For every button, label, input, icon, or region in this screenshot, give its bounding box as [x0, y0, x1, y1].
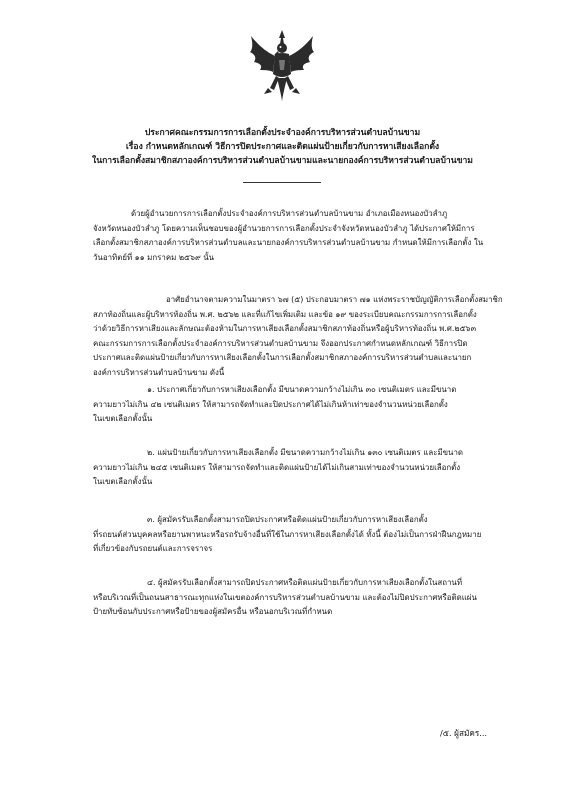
- authority-paragraph: [93, 293, 529, 381]
- text-line: หรือบริเวณที่เป็นถนนสาธารณะทุกแห่งในเขตองค์การบริหารส่วนตำบลบ้านขาม และต้องไม่ปิดประกาศหรือติดแผ่น: [93, 592, 477, 602]
- title-divider: [243, 182, 321, 183]
- rule-item-3: [93, 513, 529, 557]
- text-line: จังหวัดหนองบัวลำภู โดยความเห็นชอบของผู้อำนวยการการเลือกตั้งประจำจังหวัดหนองบัวลำภู ได้ประกาศให้มีการ: [93, 223, 475, 233]
- text-line: ที่รถยนต์ส่วนบุคคลหรือยานพาหนะหรือรถรับจ้างอื่นที่ใช้ในการหาเสียงเลือกตั้งได้ ทั้งนี้ ต้องไม่เป็นการฝ่าฝืนกฎหมาย: [93, 529, 482, 539]
- text-line: ด้วยผู้อำนวยการการเลือกตั้งประจำองค์การบริหารส่วนตำบลบ้านขาม อำเภอเมืองหนองบัวลำภู: [131, 209, 448, 218]
- rule-item-1: [93, 383, 529, 427]
- text-line: ประกาศและติดแผ่นป้ายเกี่ยวกับการหาเสียงเลือกตั้งในการเลือกตั้งสมาชิกสภาองค์การบริหารส่วนตำบลและนายก: [93, 353, 472, 363]
- announcement-title: ประกาศคณะกรรมการการเลือกตั้งประจำองค์การบริหารส่วนตำบลบ้านขาม: [144, 128, 421, 138]
- announcement-scope: ในการเลือกตั้งสมาชิกสภาองค์การบริหารส่วนตำบลบ้านขามและนายกองค์การบริหารส่วนตำบลบ้านขาม: [92, 156, 473, 166]
- text-line: ว่าด้วยวิธีการหาเสียงและลักษณะต้องห้ามในการหาเสียงเลือกตั้งสมาชิกสภาท้องถิ่นหรือผู้บริหารท้องถิ่น พ.ศ.๒๕๖๓: [93, 324, 476, 334]
- text-line: ๔. ผู้สมัครรับเลือกตั้งสามารถปิดประกาศหรือติดแผ่นป้ายเกี่ยวกับการหาเสียงเลือกตั้งในสถานที่: [147, 578, 463, 587]
- rule-item-2: [93, 446, 529, 490]
- text-line: ๓. ผู้สมัครรับเลือกตั้งสามารถปิดประกาศหรือติดแผ่นป้ายเกี่ยวกับการหาเสียงเลือกตั้ง: [147, 515, 428, 524]
- text-line: ที่เกี่ยวข้องกับรถยนต์และการจราจร: [93, 544, 213, 554]
- text-line: ป้ายทับซ้อนกับประกาศหรือป้ายของผู้สมัครอื่น หรือนอกบริเวณที่กำหนด: [93, 607, 333, 617]
- text-line: ในเขตเลือกตั้งนั้น: [93, 414, 153, 424]
- text-line: เลือกตั้งสมาชิกสภาองค์การบริหารส่วนตำบลและนายกองค์การบริหารส่วนตำบลบ้านขาม กำหนดให้มีการเลือกตั้ง ใน: [93, 238, 484, 248]
- text-line: ความยาวไม่เกิน ๒๔๕ เซนติเมตร ให้สามารถจัดทำและติดแผ่นป้ายได้ไม่เกินสามเท่าของจำนวนหน่วยเลือกตั้ง: [93, 462, 461, 472]
- intro-paragraph: [93, 207, 529, 265]
- text-line: คณะกรรมการการเลือกตั้งประจำองค์การบริหารส่วนตำบลบ้านขาม จึงออกประกาศกำหนดหลักเกณฑ์ วิธีการปิด: [93, 338, 468, 348]
- text-line: ๒. แผ่นป้ายเกี่ยวกับการหาเสียงเลือกตั้ง มีขนาดความกว้างไม่เกิน ๑๓๐ เซนติเมตร และมีขนาด: [147, 448, 463, 457]
- announcement-subject: เรื่อง กำหนดหลักเกณฑ์ วิธีการปิดประกาศและติดแผ่นป้ายเกี่ยวกับการหาเสียงเลือกตั้ง: [125, 142, 440, 152]
- text-line: ๑. ประกาศเกี่ยวกับการหาเสียงเลือกตั้ง มีขนาดความกว้างไม่เกิน ๓๐ เซนติเมตร และมีขนาด: [147, 385, 457, 394]
- text-line: วันอาทิตย์ที่ ๑๑ มกราคม ๒๕๖๙ นั้น: [93, 252, 215, 262]
- rule-item-4: [93, 576, 529, 620]
- text-line: องค์การบริหารส่วนตำบลบ้านขาม ดังนี้: [93, 367, 225, 377]
- text-line: สภาท้องถิ่นและผู้บริหารท้องถิ่น พ.ศ. ๒๕๖๒ และที่แก้ไขเพิ่มเติม และข้อ ๑๙ ของระเบียบคณะกรรมการการเลือกตั้ง: [93, 309, 477, 319]
- garuda-emblem-icon: [248, 28, 316, 104]
- page-continuation: /๕. ผู้สมัคร...: [440, 728, 488, 738]
- text-line: อาศัยอำนาจตามความในมาตรา ๖๗ (๕) ประกอบมาตรา ๗๑ แห่งพระราชบัญญัติการเลือกตั้งสมาชิก: [166, 295, 503, 304]
- text-line: ในเขตเลือกตั้งนั้น: [93, 477, 153, 487]
- text-line: ความยาวไม่เกิน ๔๒ เซนติเมตร ให้สามารถจัดทำและปิดประกาศได้ไม่เกินห้าเท่าของจำนวนหน่วยเลือกตั้ง: [93, 399, 448, 409]
